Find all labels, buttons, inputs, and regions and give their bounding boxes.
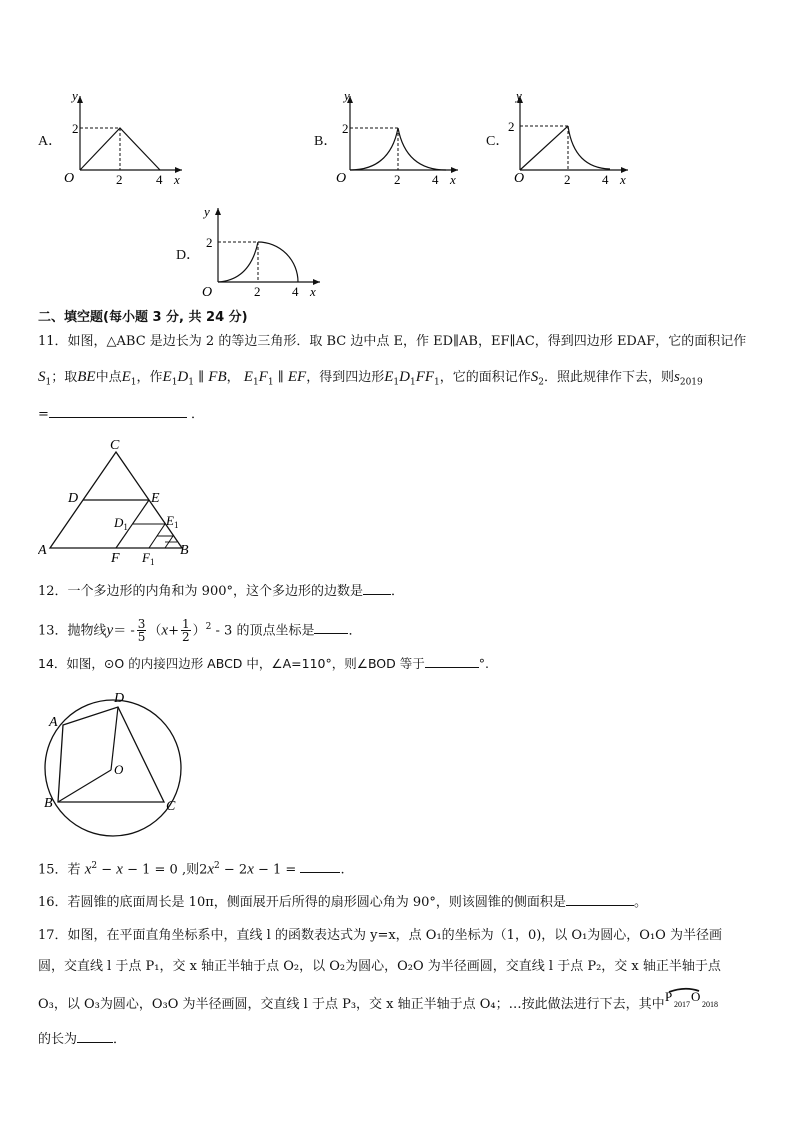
q12-answer-blank[interactable] (363, 582, 391, 595)
q11-line2: $S_1$；取BE中点$E_1$，作$E_1D_1$ ∥ FB， $E_1F_1$ ∥ EF，得到四边形$E_1D_1FF_1$，它的面积记作$S_2$．照此规律作下去，则$s_{2019}$ (38, 369, 703, 388)
x-axis-label: x (174, 172, 180, 187)
point-e-label: E (151, 491, 160, 506)
graph-option-a (60, 90, 190, 190)
tick-4-x: 4 (602, 172, 609, 187)
q13-answer-blank[interactable] (314, 621, 348, 634)
graph-option-b (330, 90, 465, 190)
q14-circle-figure (38, 688, 188, 838)
q16-answer-blank[interactable] (566, 893, 634, 906)
vertex-a-label: A (38, 543, 47, 558)
q14-line: 14．如图，⊙O 的内接四边形 ABCD 中，∠A=110°，则∠BOD 等于 °. (38, 656, 489, 671)
center-o-label: O (114, 762, 124, 777)
option-c-label: C． (486, 134, 510, 149)
tick-4-x: 4 (432, 172, 439, 187)
x-axis-label: x (310, 284, 316, 299)
tick-2-x: 2 (394, 172, 401, 187)
vertex-b-label: B (180, 543, 189, 558)
graph-option-c (500, 90, 635, 190)
tick-2-y: 2 (206, 235, 213, 250)
q14-answer-blank[interactable] (425, 655, 479, 668)
tick-2-y: 2 (508, 119, 515, 134)
q12-line: 12．一个多边形的内角和为 900°，这个多边形的边数是 ． (38, 584, 405, 599)
tick-2-x: 2 (116, 172, 123, 187)
q15-answer-blank[interactable] (300, 860, 340, 873)
x-axis-label: x (620, 172, 626, 187)
point-b-label: B (44, 796, 53, 811)
option-a-label: A． (38, 134, 63, 149)
q11-answer-blank[interactable] (49, 405, 187, 418)
tick-4-x: 4 (292, 284, 299, 299)
q16-line: 16．若圆锥的底面周长是 10π，侧面展开后所得的扇形圆心角为 90°，则该圆锥的侧面积是 。 (38, 895, 647, 910)
q11-line1: 11．如图，△ABC 是边长为 2 的等边三角形．取 BC 边中点 E，作 ED∥AB，EF∥AC，得到四边形 EDAF，它的面积记作 (38, 334, 747, 349)
svg-text:2018: 2018 (701, 1000, 718, 1009)
point-f1-label: $F_1$ (142, 550, 155, 566)
origin-label: O (64, 171, 75, 186)
origin-label: O (336, 171, 347, 186)
point-c-label: C (166, 799, 176, 814)
section-title: 二、填空题(每小题 3 分, 共 24 分) (38, 310, 248, 325)
q11-triangle-figure (38, 436, 198, 566)
q11-line3: = ． (38, 407, 205, 422)
point-f-label: F (111, 551, 120, 566)
point-d-label: D (68, 491, 79, 506)
tick-2-y: 2 (72, 121, 79, 136)
point-a-label: A (49, 715, 58, 730)
q17-answer-blank[interactable] (77, 1030, 113, 1043)
svg-text:2017: 2017 (673, 1000, 690, 1009)
arc-p2017-o2018-symbol (665, 986, 725, 1010)
tick-2-x: 2 (254, 284, 261, 299)
q17-line4: 的长为 ． (38, 1032, 127, 1047)
q17-line3: O₃，以 O₃为圆心，O₃O 为半径画圆，交直线 l 于点 P₃，交 x 轴正半轴于点 O₄；…按此做法进行下去，其中 P 2017 O 2018 (38, 990, 725, 1014)
q17-line1: 17．如图，在平面直角坐标系中，直线 l 的函数表达式为 y=x，点 O₁的坐标为（1，0)，以 O₁为圆心，O₁O 为半径画 (38, 928, 722, 943)
x-axis-label: x (450, 172, 456, 187)
y-axis-label: y (516, 90, 522, 103)
y-axis-label: y (344, 90, 350, 103)
option-b-label: B． (314, 134, 338, 149)
point-d-label: D (114, 691, 125, 706)
tick-2-x: 2 (564, 172, 571, 187)
svg-text:P: P (664, 989, 672, 1004)
graph-option-d (198, 202, 328, 302)
q17-line2: 圆，交直线 l 于点 P₁，交 x 轴正半轴于点 O₂，以 O₂为圆心，O₂O 为半径画圆，交直线 l 于点 P₂，交 x 轴正半轴于点 (38, 959, 721, 974)
origin-label: O (514, 171, 525, 186)
y-axis-label: y (204, 204, 210, 219)
svg-text:O: O (690, 989, 701, 1004)
tick-2-y: 2 (342, 121, 349, 136)
tick-4-x: 4 (156, 172, 163, 187)
y-axis-label: y (72, 90, 78, 103)
origin-label: O (202, 285, 213, 300)
vertex-c-label: C (110, 438, 120, 453)
q13-line: 13．抛物线y＝ - $\frac{3}{5}$ （x+ $\frac{1}{2}$ ）$^2$ - 3 的顶点坐标是 ． (38, 617, 362, 645)
option-d-label: D． (176, 248, 201, 263)
point-e1-label: $E_1$ (166, 513, 179, 530)
q15-line: 15．若 $x^2 - x - 1 = 0$ ,则$2x^2 - 2x - 1$ = . (38, 861, 345, 878)
point-d1-label: $D_1$ (114, 515, 128, 532)
